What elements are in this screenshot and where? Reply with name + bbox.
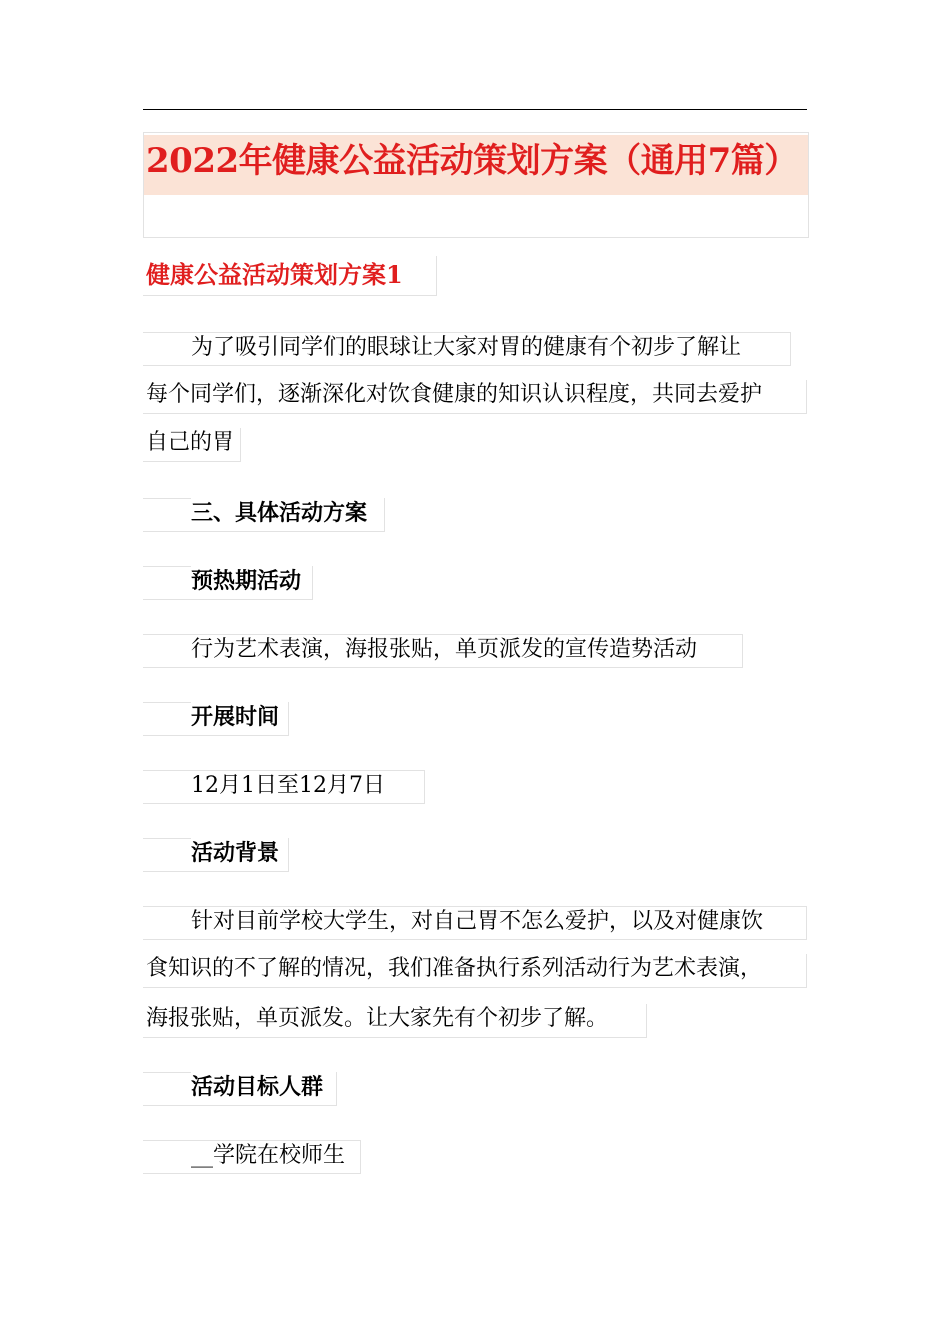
heading-target xyxy=(143,1072,337,1106)
intro-line-2: 每个同学们，逐渐深化对饮食健康的知识认识程度，共同去爱护 xyxy=(143,380,807,414)
heading-background-text: 活动背景 xyxy=(191,840,280,866)
indent-guide xyxy=(143,566,191,567)
heading-background xyxy=(143,838,289,872)
background-line-1: 针对目前学校大学生，对自己胃不怎么爱护，以及对健康饮 xyxy=(143,906,807,940)
heading-plan-text: 三、具体活动方案 xyxy=(191,500,368,526)
intro-line-1: 为了吸引同学们的眼球让大家对胃的健康有个初步了解让 xyxy=(143,332,791,366)
heading-warmup-text: 预热期活动 xyxy=(191,568,302,594)
indent-guide xyxy=(143,498,191,499)
document-title: 2022年健康公益活动策划方案（通用7篇） xyxy=(146,141,798,181)
intro-line-3: 自己的胃 xyxy=(143,428,241,462)
heading-plan xyxy=(143,498,385,532)
heading-time-text: 开展时间 xyxy=(191,704,280,730)
time-text: 12月1日至12月7日 xyxy=(143,770,425,804)
warmup-text: 行为艺术表演，海报张贴，单页派发的宣传造势活动 xyxy=(143,634,743,668)
section-heading: 健康公益活动策划方案1 xyxy=(143,256,437,296)
indent-guide xyxy=(143,1072,191,1073)
heading-time xyxy=(143,702,289,736)
top-rule xyxy=(143,109,807,110)
heading-warmup xyxy=(143,566,313,600)
background-line-3: 海报张贴，单页派发。让大家先有个初步了解。 xyxy=(143,1004,647,1038)
target-text: __学院在校师生 xyxy=(143,1140,361,1174)
indent-guide xyxy=(143,702,191,703)
indent-guide xyxy=(143,838,191,839)
background-line-2: 食知识的不了解的情况，我们准备执行系列活动行为艺术表演， xyxy=(143,954,807,988)
title-box xyxy=(143,132,809,238)
heading-target-text: 活动目标人群 xyxy=(191,1074,324,1100)
